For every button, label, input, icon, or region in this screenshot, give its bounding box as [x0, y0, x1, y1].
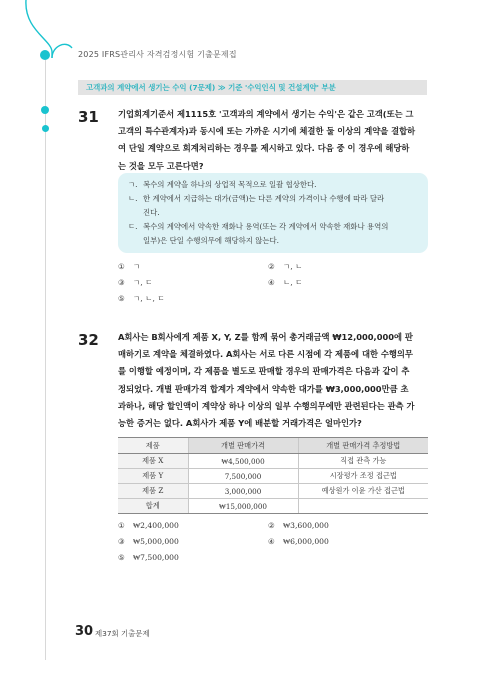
statement-text: 복수의 계약을 하나의 상업적 목적으로 일괄 협상한다. [143, 180, 317, 189]
choice-number: ② [268, 262, 275, 271]
table-total-row [118, 499, 428, 514]
table-header: 개별 판매가격 [188, 438, 298, 454]
header-dot [40, 50, 50, 60]
choice-number: ① [118, 521, 125, 530]
stem-line: 여 단일 계약으로 회계처리하는 경우를 제시하고 있다. 다음 중 이 경우에 해당하 [118, 143, 410, 154]
table-header: 개별 판매가격 추정방법 [298, 438, 428, 454]
choice-text: ₩6,000,000 [283, 537, 329, 546]
statement-label: ㄷ. [128, 222, 138, 231]
question-stem [118, 329, 427, 432]
statement-text: 복수의 계약에서 약속한 재화나 용역(또는 각 계약에서 약속한 재화나 용역의 [143, 222, 389, 231]
stem-line: 를 이행할 예정이며, 각 제품을 별도로 판매할 경우의 판매가격은 다음과 같이 추 [118, 366, 410, 377]
choice-number: ④ [268, 278, 275, 287]
margin-rule [45, 60, 46, 660]
table-cell: 제품 X [118, 454, 188, 469]
answer-choice[interactable] [118, 521, 179, 530]
answer-choice[interactable] [118, 277, 153, 288]
statement-text: 진다. [143, 208, 160, 217]
answer-choice[interactable] [268, 521, 329, 530]
price-table [118, 437, 428, 514]
choice-text: ㄱ, ㄴ, ㄷ [133, 294, 165, 303]
choice-text: ₩7,500,000 [133, 553, 179, 562]
choice-number: ③ [118, 537, 125, 546]
table-row [118, 469, 428, 484]
table-cell: 직접 관측 가능 [298, 454, 428, 469]
statement-item [128, 220, 418, 248]
answer-choice[interactable] [268, 277, 303, 288]
answer-choice[interactable] [118, 537, 179, 546]
footer-label: 제37회 기출문제 [95, 629, 150, 638]
question-stem [118, 106, 427, 175]
choice-number: ④ [268, 537, 275, 546]
choice-text: ㄱ, ㄷ [133, 278, 153, 287]
answer-choice[interactable] [268, 537, 329, 546]
stem-line: A회사는 B회사에게 제품 X, Y, Z를 함께 묶어 총거래금액 ₩12,000,000에 판 [118, 332, 413, 342]
table-row [118, 454, 428, 469]
table-header-row [118, 438, 428, 454]
stem-line: 정되었다. 개별 판매가격 합계가 계약에서 약속한 대가를 ₩3,000,000만큼 초 [118, 383, 409, 394]
choice-text: ₩2,400,000 [133, 521, 179, 530]
choice-number: ① [118, 262, 125, 271]
choice-text: ₩5,000,000 [133, 537, 179, 546]
table-cell: 시장평가 조정 접근법 [298, 469, 428, 484]
choice-number: ⑤ [118, 553, 125, 562]
choice-number: ⑤ [118, 294, 125, 303]
choice-number: ② [268, 521, 275, 530]
header-title: 2025 IFRS관리사 자격검정시험 기출문제집 [78, 50, 237, 59]
answer-choice[interactable] [118, 553, 179, 562]
table-cell: 3,000,000 [188, 484, 298, 499]
question-number: 32 [78, 331, 99, 349]
statement-text: 한 계약에서 지급하는 대가(금액)는 다른 계약의 가격이나 수행에 따라 달라 [143, 194, 385, 203]
answer-choice[interactable] [118, 293, 165, 304]
stem-line: 는 것을 모두 고른다면? [118, 160, 204, 171]
table-cell: 제품 Z [118, 484, 188, 499]
table-cell: 제품 Y [118, 469, 188, 484]
table-row [118, 484, 428, 499]
choice-text: ㄱ, ㄴ [283, 262, 303, 271]
table-cell: 합계 [118, 499, 188, 514]
answer-choice[interactable] [268, 261, 303, 272]
margin-dot [42, 125, 49, 132]
statement-label: ㄱ. [128, 180, 138, 189]
answer-choice[interactable] [118, 261, 140, 272]
stem-line: 고객의 특수관계자)과 동시에 또는 가까운 시기에 체결한 둘 이상의 계약을 결합하 [118, 126, 416, 137]
section-bar: 고객과의 계약에서 생기는 수익 (7문제) ≫ 기준 '수익인식 및 건설계약' 부분 [78, 80, 427, 95]
page-number: 30 [75, 624, 94, 639]
stem-line: 기업회계기준서 제1115호 '고객과의 계약에서 생기는 수익'은 같은 고객(또는 그 [118, 109, 414, 119]
statement-item [128, 178, 418, 192]
table-cell [298, 499, 428, 514]
table-cell: 예상원가 이윤 가산 접근법 [298, 484, 428, 499]
margin-dot [41, 106, 49, 114]
statement-label: ㄴ. [128, 194, 138, 203]
statement-item [128, 192, 418, 220]
choice-text: ㄱ [133, 262, 141, 271]
choice-number: ③ [118, 278, 125, 287]
stem-line: 과하나, 해당 할인액이 계약상 하나 이상의 일부 수행의무에만 관련된다는 관측 가 [118, 400, 415, 411]
table-header: 제품 [118, 438, 188, 454]
table-cell: ₩15,000,000 [188, 499, 298, 514]
statement-box [118, 173, 428, 253]
table-cell: 7,500,000 [188, 469, 298, 484]
table-cell: ₩4,500,000 [188, 454, 298, 469]
statement-text: 일부)은 단일 수행의무에 해당하지 않는다. [143, 236, 280, 245]
stem-line: 매하기로 계약을 체결하였다. A회사는 서로 다른 시점에 각 제품에 대한 수행의무 [118, 349, 413, 360]
choice-text: ₩3,600,000 [283, 521, 329, 530]
choice-text: ㄴ, ㄷ [283, 278, 303, 287]
question-number: 31 [78, 108, 99, 126]
stem-line: 능한 증거는 없다. A회사가 제품 Y에 배분할 거래가격은 얼마인가? [118, 418, 362, 429]
header-curve-decoration [22, 0, 82, 90]
